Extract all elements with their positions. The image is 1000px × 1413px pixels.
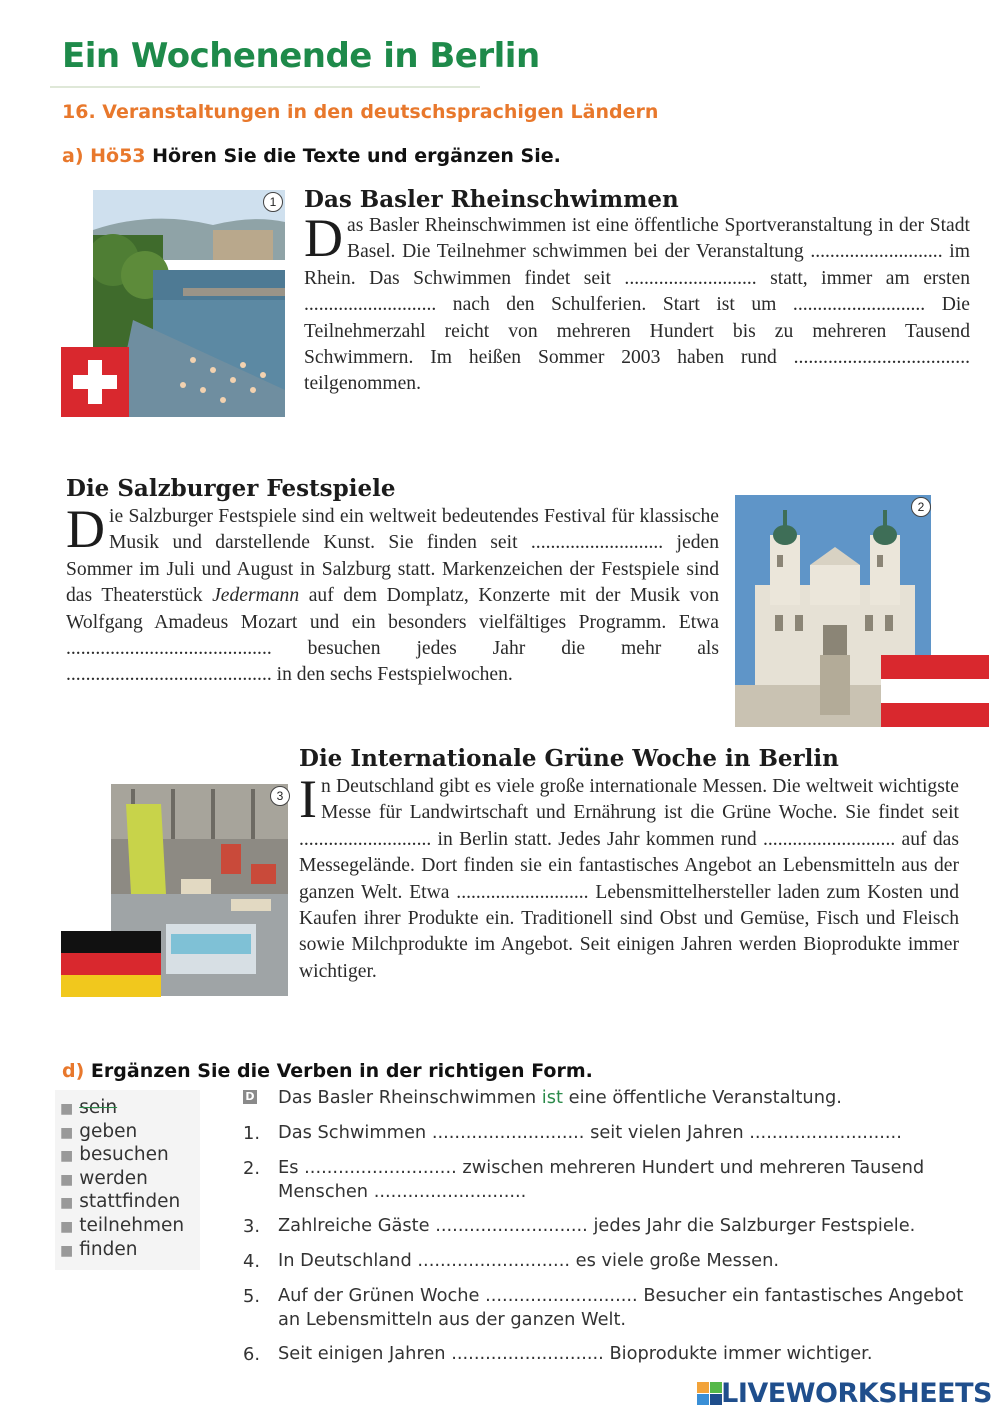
article-2-dropcap: D (66, 499, 105, 559)
exercise-number: 5. (243, 1286, 260, 1307)
verb-item: ■ teilnehmen (60, 1214, 185, 1236)
article-2-body-b: auf dem Domplatz, Konzerte mit der Musik von Wolfgang Amadeus Mozart und ein besonders vielfältiges Programm. Etwa .......................................... besuchen jedes Jahr die mehr als .......................................... in den sechs Festspielwochen. (66, 585, 719, 686)
liveworksheets-watermark: LIVEWORKSHEETS (721, 1378, 992, 1409)
task-a-text: Hören Sie die Texte und ergänzen Sie. (152, 145, 561, 167)
article-1-body: as Basler Rheinschwimmen ist eine öffentliche Sportveranstaltung in der Stadt Basel. Die Teilnehmer schwimmen bei der Veranstaltung ........................... im Rhein. Das Schwimmen findet seit ........................... statt, immer am ersten ........................... nach den Schulferien. Start ist um ........................... Die Teilnehmerzahl reicht von mehreren Hundert bis zu mehreren Tausend Schwimmern. Im heißen Sommer 2003 haben rund .................................... teilgenommen. (304, 215, 970, 395)
exercise-text: Seit einigen Jahren ........................... Bioprodukte immer wichtiger. (278, 1343, 873, 1364)
task-a-label: a) Hö53 (62, 145, 146, 167)
verb-item: ■ geben (60, 1120, 138, 1142)
verb-item: ■ sein (60, 1097, 118, 1118)
germany-flag-icon (61, 931, 161, 997)
exercise-text: In Deutschland ........................... es viele große Messen. (278, 1250, 779, 1271)
task-d-instruction (62, 1060, 593, 1082)
exercise-number: 3. (243, 1216, 260, 1237)
article-1-dropcap: D (304, 208, 343, 268)
exercise-number: 1. (243, 1123, 260, 1144)
liveworksheets-logo-icon (697, 1382, 723, 1406)
exercise-number: 4. (243, 1251, 260, 1272)
article-1-heading: Das Basler Rheinschwimmen (304, 186, 679, 213)
section-heading: 16. Veranstaltungen in den deutschsprachigen Ländern (62, 101, 659, 123)
austria-flag-icon (881, 655, 989, 727)
article-number-badge: 3 (270, 786, 290, 806)
exercise-text: Es ........................... zwischen mehreren Hundert und mehreren Tausend Menschen ........................... (278, 1157, 925, 1202)
exercise-text: Zahlreiche Gäste ........................... jedes Jahr die Salzburger Festspiele. (278, 1215, 916, 1236)
verb-item: ■ werden (60, 1167, 148, 1189)
verb-item: ■ finden (60, 1238, 138, 1260)
verb-item: ■ stattfinden (60, 1191, 181, 1213)
article-3-dropcap: I (299, 769, 317, 829)
task-d-label: d) (62, 1060, 85, 1082)
article-3-heading: Die Internationale Grüne Woche in Berlin (299, 745, 839, 772)
article-2-body-a: ie Salzburger Festspiele sind ein weltweit bedeutendes Festival für klassische Musik und darstellende Kunst. Sie finden seit ........................... jeden Sommer im Juli und August in Salzburg statt. Markenzeichen der Festspiele sind das Theaterstück (66, 506, 719, 607)
article-2-heading: Die Salzburger Festspiele (66, 475, 396, 502)
article-3-text (299, 769, 959, 985)
task-a-instruction (62, 145, 561, 167)
article-1-text (304, 208, 970, 398)
task-d-text: Ergänzen Sie die Verben in der richtigen Form. (90, 1060, 593, 1082)
article-3-body: n Deutschland gibt es viele große internationale Messen. Die weltweit wichtigste Messe für Landwirtschaft und Ernährung ist die Grüne Woche. Sie findet seit ........................... in Berlin statt. Jedes Jahr kommen rund ........................... auf das Messegelände. Dort finden sie ein fantastisches Angebot an Lebensmitteln aus der ganzen Welt. Etwa ........................... Lebensmittelhersteller laden zum Kosten und Kaufen ihrer Produkte ein. Traditionell sind Obst und Gemüse, Fisch und Fleisch sowie Milchprodukte im Angebot. Seit einigen Jahren werden Bioprodukte immer wichtiger. (299, 776, 959, 982)
verb-list-box (55, 1090, 200, 1270)
exercise-number: 2. (243, 1158, 260, 1179)
page-title: Ein Wochenende in Berlin (62, 36, 540, 76)
article-2-text (66, 499, 719, 689)
example-answer: ist (541, 1087, 563, 1108)
article-2-italic: Jedermann (212, 585, 300, 607)
example-marker-icon: D (243, 1090, 257, 1104)
exercise-text: Das Schwimmen ........................... seit vielen Jahren ........................... (278, 1122, 902, 1143)
example-sentence: Das Basler Rheinschwimmen ist eine öffentliche Veranstaltung. (278, 1087, 842, 1108)
title-underline (50, 86, 480, 88)
verb-item: ■ besuchen (60, 1144, 169, 1166)
article-number-badge: 2 (911, 497, 931, 517)
exercise-number: 6. (243, 1344, 260, 1365)
article-number-badge: 1 (263, 192, 283, 212)
exercise-text: Auf der Grünen Woche ........................... Besucher ein fantastisches Angebot an Lebensmitteln aus der ganzen Welt. (278, 1285, 964, 1330)
swiss-flag-icon (61, 347, 129, 417)
